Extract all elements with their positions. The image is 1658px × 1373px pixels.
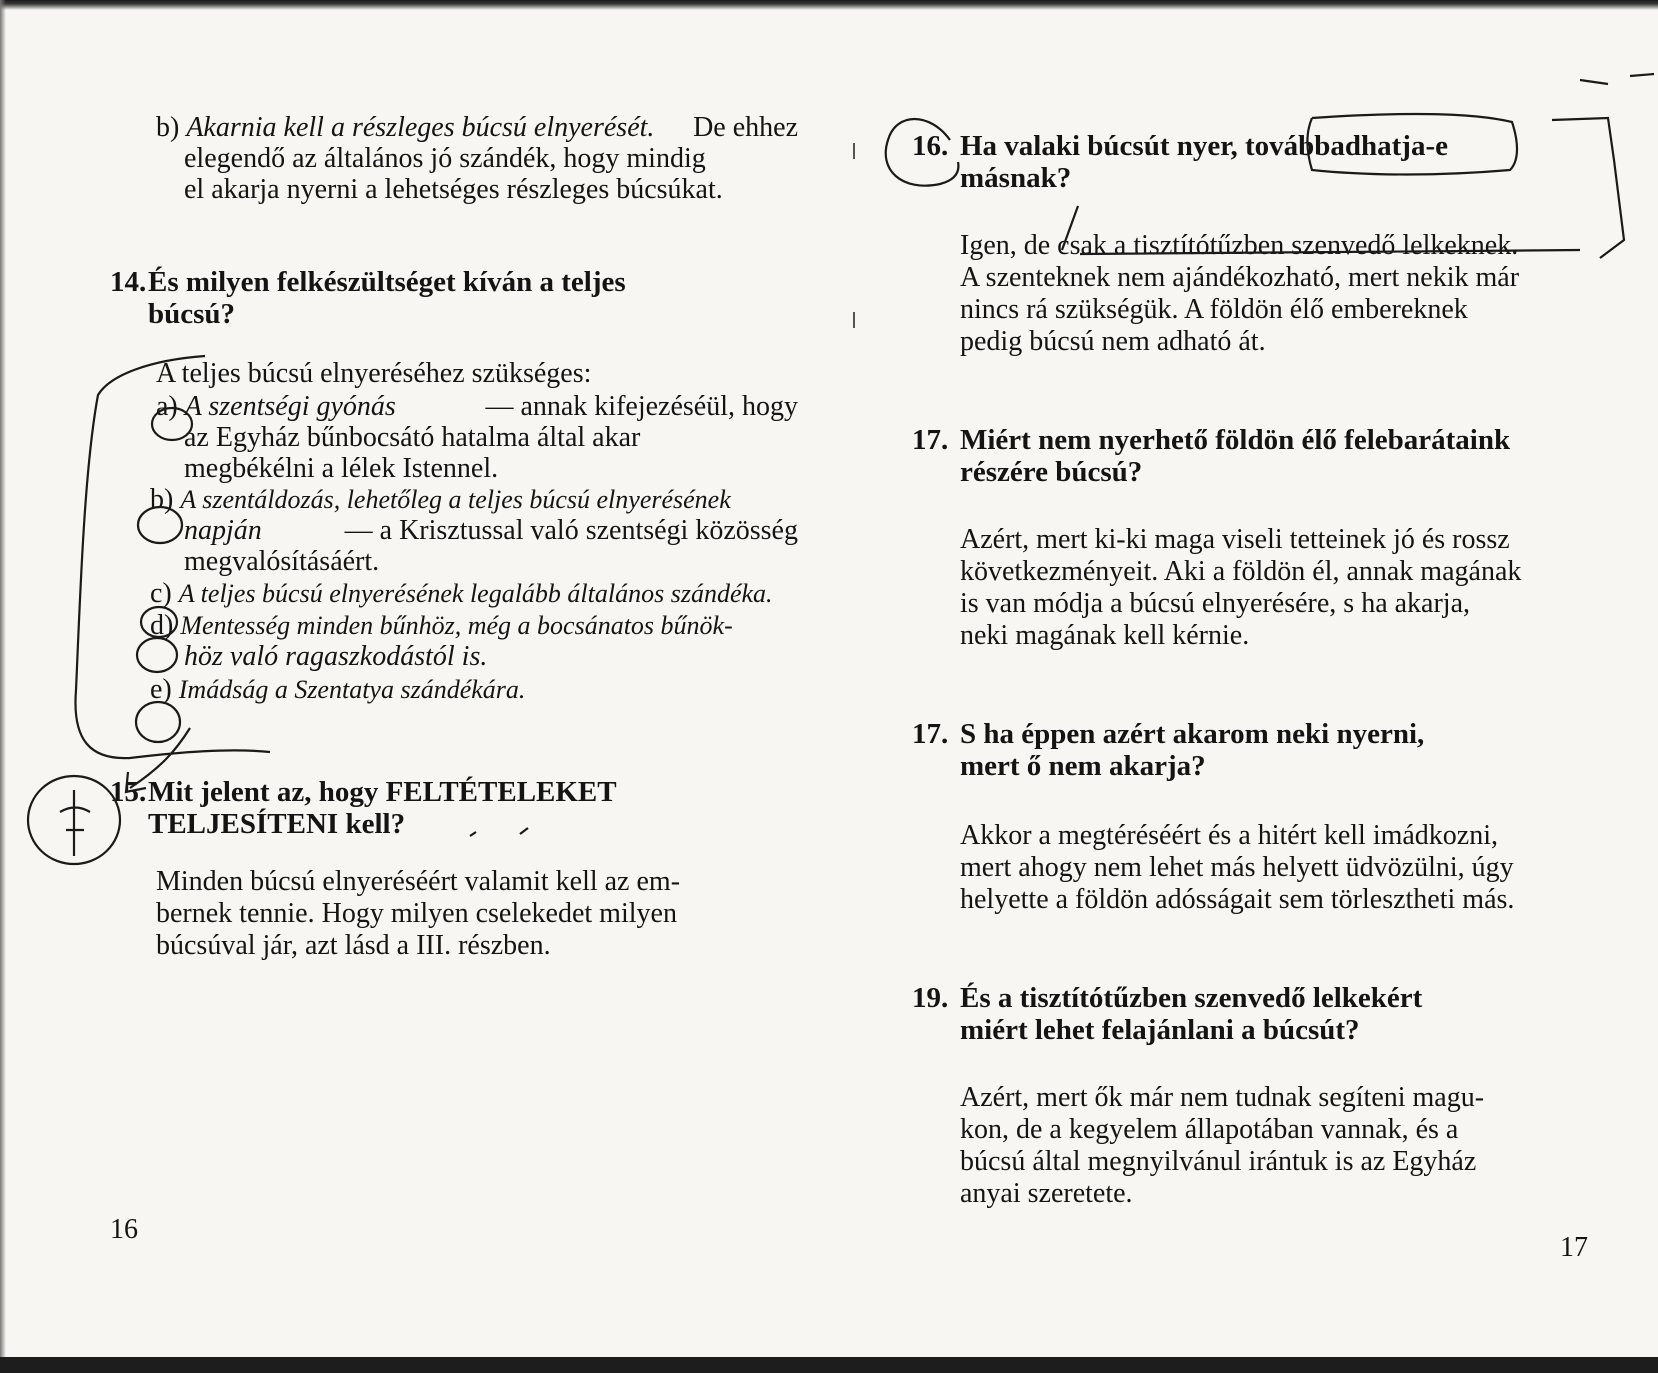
q14-item-a-cont1: az Egyház bűnbocsátó hatalma által akar bbox=[184, 422, 641, 453]
q19-question-line2: miért lehet felajánlani a búcsút? bbox=[960, 1014, 1360, 1046]
q17-answer-line3: is van módja a búcsú elnyerésére, s ha akarja, bbox=[960, 588, 1471, 619]
q18-number: 17. bbox=[912, 718, 949, 750]
item-b-line3: el akarja nyerni a lehetséges részleges búcsúkat. bbox=[184, 174, 723, 205]
q15-question-line2: TELJESÍTENI kell? bbox=[148, 808, 406, 840]
q14-item-d-cont: höz való ragaszkodástól is. bbox=[184, 641, 488, 672]
q14-item-c: c) A teljes búcsú elnyerésének legalább általános szándéka. bbox=[150, 578, 773, 609]
q14-item-b-cont2: megvalósításáért. bbox=[184, 546, 380, 577]
q19-answer-line4: anyai szeretete. bbox=[960, 1178, 1133, 1209]
circle-mark bbox=[137, 638, 177, 672]
q16-answer-line1: Igen, de csak a tisztítótűzben szenvedő lelkeknek. bbox=[960, 230, 1519, 261]
page-number-right: 17 bbox=[1560, 1232, 1588, 1263]
scan-edge-left bbox=[0, 0, 6, 1373]
gutter-mark bbox=[853, 312, 855, 328]
q15-number: 15. bbox=[110, 776, 147, 808]
q17-answer-line4: neki magának kell kérnie. bbox=[960, 620, 1250, 651]
q15-answer-line3: búcsúval jár, azt lásd a III. részben. bbox=[156, 930, 551, 961]
q16-answer-line4: pedig búcsú nem adható át. bbox=[960, 326, 1266, 357]
page-number-left: 16 bbox=[110, 1214, 138, 1245]
q16-answer-line2: A szenteknek nem ajándékozható, mert nekik már bbox=[960, 262, 1520, 293]
q14-number: 14. bbox=[110, 266, 147, 298]
pen-mark bbox=[470, 828, 528, 836]
q14-question-line2: búcsú? bbox=[148, 298, 236, 330]
q16-question-line2: másnak? bbox=[960, 162, 1072, 194]
q14-item-a-cont2: megbékélni a lélek Istennel. bbox=[184, 453, 499, 484]
q19-answer-line2: kon, de a kegyelem állapotában vannak, és a bbox=[960, 1114, 1459, 1145]
item-b-line2: elegendő az általános jó szándék, hogy mindig bbox=[184, 143, 706, 174]
q14-item-a: a) A szentségi gyónás — annak kifejezéséül, hogy bbox=[156, 391, 798, 422]
q14-question-line1: És milyen felkészültséget kíván a teljes bbox=[148, 266, 626, 298]
q14-item-b-cont: napján — a Krisztussal való szentségi közösség bbox=[184, 515, 798, 546]
q18-answer-line1: Akkor a megtéréséért és a hitért kell imádkozni, bbox=[960, 820, 1499, 851]
q18-question-line1: S ha éppen azért akarom neki nyerni, bbox=[960, 718, 1425, 750]
q14-item-b: b) A szentáldozás, lehetőleg a teljes búcsú elnyerésének bbox=[150, 484, 731, 515]
item-b-line1: b) Akarnia kell a részleges búcsú elnyerését. De ehhez bbox=[156, 112, 798, 143]
q17-question-line2: részére búcsú? bbox=[960, 456, 1143, 488]
circle-mark bbox=[136, 702, 180, 742]
q19-answer-line3: búcsú által megnyilvánul irántuk is az Egyház bbox=[960, 1146, 1477, 1177]
circle-mark bbox=[28, 776, 120, 864]
cross-mark bbox=[60, 790, 90, 856]
gutter-mark bbox=[853, 143, 855, 159]
q17-answer-line1: Azért, mert ki-ki maga viseli tetteinek jó és rossz bbox=[960, 524, 1510, 555]
scan-edge-bottom bbox=[0, 1357, 1658, 1373]
q15-answer-line2: bernek tennie. Hogy milyen cselekedet milyen bbox=[156, 898, 677, 929]
q17-number: 17. bbox=[912, 424, 949, 456]
pen-mark bbox=[1580, 74, 1654, 84]
q19-question-line1: És a tisztítótűzben szenvedő lelkekért bbox=[960, 982, 1423, 1014]
q17-answer-line2: következményeit. Aki a földön él, annak magának bbox=[960, 556, 1522, 587]
q16-number: 16. bbox=[912, 130, 949, 162]
scan-edge-top bbox=[0, 0, 1658, 10]
q17-question-line1: Miért nem nyerhető földön élő felebarátaink bbox=[960, 424, 1511, 456]
q19-number: 19. bbox=[912, 982, 949, 1014]
q18-answer-line3: helyette a földön adósságait sem törlesztheti más. bbox=[960, 884, 1515, 915]
q14-item-e: e) Imádság a Szentatya szándékára. bbox=[150, 674, 526, 705]
q15-question-line1: Mit jelent az, hogy FELTÉTELEKET bbox=[148, 776, 617, 808]
q14-intro: A teljes búcsú elnyeréséhez szükséges: bbox=[156, 358, 592, 389]
q18-question-line2: mert ő nem akarja? bbox=[960, 750, 1206, 782]
q14-item-d: d) Mentesség minden bűnhöz, még a bocsánatos bűnök- bbox=[150, 610, 733, 641]
q16-question-line1: Ha valaki búcsút nyer, továbbadhatja-e bbox=[960, 130, 1448, 162]
q18-answer-line2: mert ahogy nem lehet más helyett üdvözülni, úgy bbox=[960, 852, 1514, 883]
q15-answer-line1: Minden búcsú elnyeréséért valamit kell az em- bbox=[156, 866, 681, 897]
q19-answer-line1: Azért, mert ők már nem tudnak segíteni magu- bbox=[960, 1082, 1485, 1113]
q16-answer-line3: nincs rá szükségük. A földön élő embereknek bbox=[960, 294, 1468, 325]
